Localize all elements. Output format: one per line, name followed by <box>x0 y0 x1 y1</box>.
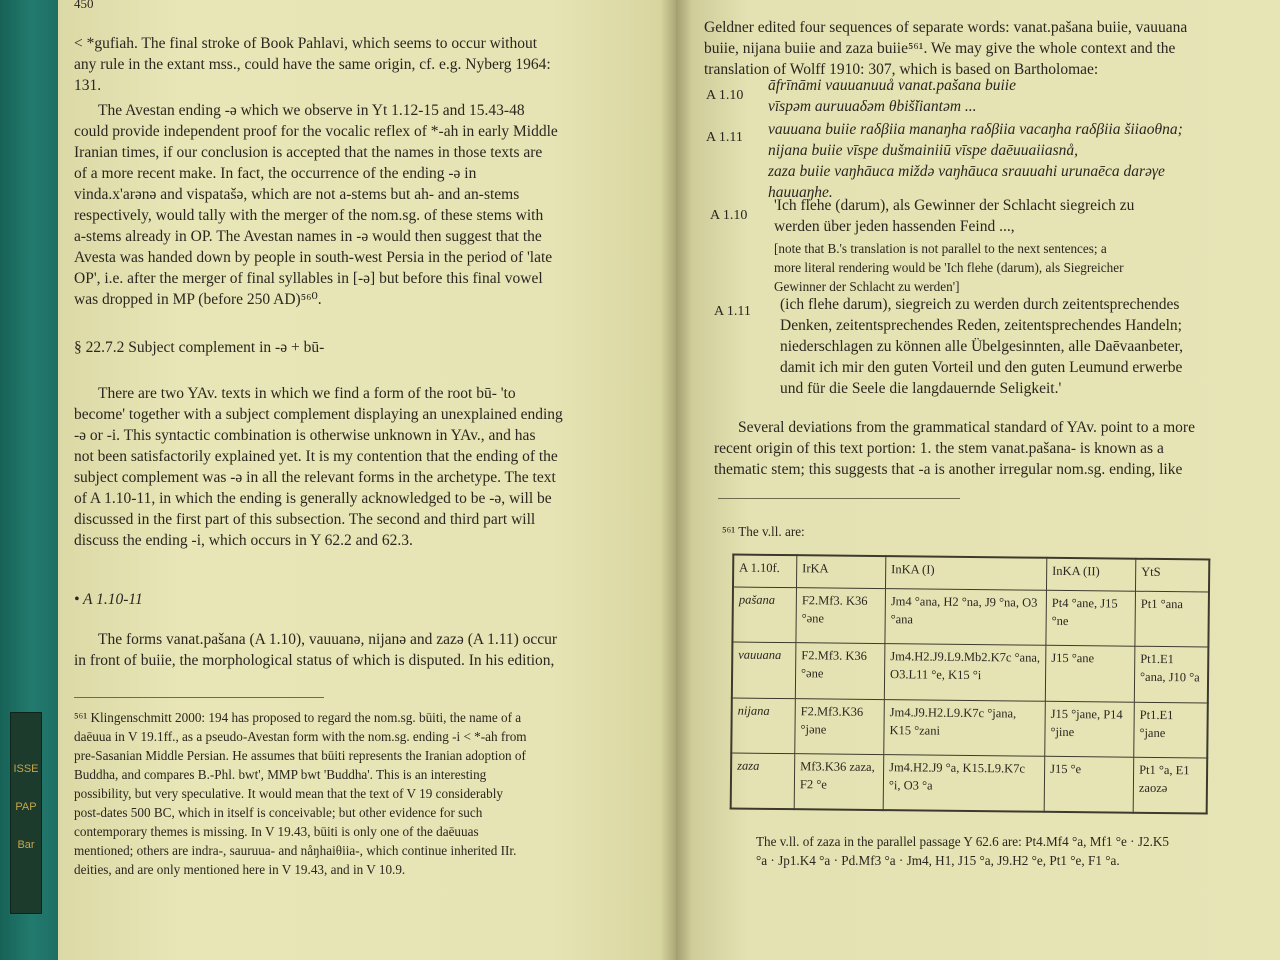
book-gutter <box>660 0 692 960</box>
passage-line: vauuana buiie raδβiia manaŋha raδβiia vacaŋha raδβiia šiiaoθna; <box>768 121 1183 138</box>
text-line: discussed in the first part of this subsection. The second and third part will <box>74 511 536 528</box>
text-line: a-stems already in OP. The Avestan names in -ə would then suggest that the <box>74 228 542 245</box>
text-line: Several deviations from the grammatical standard of YAv. point to a more <box>738 419 1195 436</box>
passage-line: niederschlagen zu können alle Übelgesinnten, alle Daēvaanbeter, <box>780 338 1184 355</box>
text-line: any rule in the extant mss., could have the same origin, cf. e.g. Nyberg 1964: <box>74 56 551 73</box>
table-cell: F2.Mf3. K36 °əne <box>795 643 885 699</box>
table-cell: vauuana <box>732 642 796 698</box>
table-row <box>731 698 1208 758</box>
spine-text-2: PAP <box>15 801 37 813</box>
table-cell: zaza <box>731 753 795 809</box>
table-cell: Jm4.H2.J9 °a, K15.L9.K7c °i, O3 °a <box>883 754 1045 812</box>
right-page <box>676 0 1280 960</box>
table-header-cell: InKA (I) <box>885 556 1046 590</box>
passage-label: A 1.10 <box>710 208 748 223</box>
table-cell: Jm4.H2.J9.L9.Mb2.K7c °ana, O3.L11 °e, K15 °i <box>884 644 1046 701</box>
passage-line: zaza buiie vaŋhāuca miždə vaŋhāuca srauuahi urunaēca darəγe <box>768 163 1165 180</box>
footnote-line: daēuua in V 19.1ff., as a pseudo-Avestan form with the nom.sg. ending -i < *-ah from <box>74 729 527 744</box>
passage-line: damit ich mir den guten Vorteil und den guten Leumund erwerbe <box>780 359 1183 376</box>
text-line: Geldner edited four sequences of separate words: vanat.pašana buiie, vauuana <box>704 19 1188 36</box>
table-cell: J15 °e <box>1044 756 1134 813</box>
text-line: was dropped in MP (before 250 AD)⁵⁶⁰. <box>74 291 322 308</box>
passage-label: A 1.10 <box>706 88 744 103</box>
footnote-line: ⁵⁶¹ Klingenschmitt 2000: 194 has proposed to regard the nom.sg. būiti, the name of a <box>74 710 522 725</box>
page-number: 450 <box>74 0 94 11</box>
table-cell: J15 °jane, P14 °jine <box>1045 701 1135 757</box>
passage-line: āfrīnāmi vauuanuuå vanat.pašana buiie <box>768 77 1016 94</box>
passage-line: Denken, zeitentsprechendes Reden, zeitentsprechendes Handeln; <box>780 317 1182 334</box>
text-line: buiie, nijana buiie and zaza buiie⁵⁶¹. We may give the whole context and the <box>704 40 1176 57</box>
table-cell: F2.Mf3. K36 °əne <box>796 588 886 644</box>
text-line: 131. <box>74 77 102 94</box>
table-cell: Pt1.E1 °jane <box>1134 702 1208 758</box>
table-cell: nijana <box>731 698 795 754</box>
table-cell: F2.Mf3.K36 °jəne <box>795 698 885 754</box>
text-line: in front of buiie, the morphological status of which is disputed. In his edition, <box>74 652 555 669</box>
text-line: The forms vanat.pašana (A 1.10), vauuanə, nijanə and zazə (A 1.11) occur <box>98 631 558 648</box>
footnote-line: deities, and are only mentioned here in V 19.43, and in V 10.9. <box>74 862 406 877</box>
footnote-line: mentioned; others are indra-, sauruua- and nåŋhaiθiia-, which continue inherited IIr. <box>74 843 517 858</box>
table-header-cell: IrKA <box>796 555 885 589</box>
table-cell: Jm4 °ana, H2 °na, J9 °na, O3 °ana <box>885 589 1047 646</box>
footnote-line: contemporary themes is missing. In V 19.43, būiti is only one of the daēuuas <box>74 824 479 839</box>
table-cell: Pt1 °ana <box>1135 591 1209 647</box>
table-cell: J15 °ane <box>1045 646 1135 702</box>
text-line: OP', i.e. after the merger of final syllables in [-ə] but before this final vowel <box>74 270 543 287</box>
text-line: There are two YAv. texts in which we find a form of the root bū- 'to <box>98 385 516 402</box>
footnote-line: The v.ll. of zaza in the parallel passage Y 62.6 are: Pt4.Mf4 °a, Mf1 °e · J2.K5 <box>756 834 1170 849</box>
text-line: thematic stem; this suggests that -a is another irregular nom.sg. ending, like <box>714 461 1183 478</box>
table-row <box>732 642 1209 702</box>
footnote-rule <box>74 697 324 698</box>
footnote-line: possibility, but very speculative. It would mean that the text of V 19 considerably <box>74 786 503 801</box>
passage-line: [note that B.'s translation is not parallel to the next sentences; a <box>774 241 1107 256</box>
spine-text-3: Bar <box>17 839 35 851</box>
text-line: -ə or -i. This syntactic combination is otherwise unknown in YAv., and has <box>74 427 536 444</box>
spine-label <box>10 712 42 914</box>
table-cell: Pt1 °a, E1 zaozə <box>1133 757 1207 814</box>
footnote-line: °a · Jp1.K4 °a · Pd.Mf3 °a · Jm4, H1, J15 °a, J9.H2 °e, Pt1 °e, F1 °a. <box>756 853 1120 868</box>
text-line: recent origin of this text portion: 1. the stem vanat.pašana- is known as a <box>714 440 1164 457</box>
spine-text-1: ISSE <box>13 763 39 775</box>
passage-line: vīspəm auruuaδəm θbiš̌iiantəm ... <box>768 98 977 115</box>
table-header-cell: A 1.10f. <box>733 555 797 588</box>
table-header-cell: YtS <box>1135 559 1209 592</box>
passage-line: hauuaŋhe. <box>768 184 833 201</box>
subsection-heading: • A 1.10-11 <box>74 591 143 608</box>
table-row <box>731 753 1208 814</box>
text-line: become' together with a subject complement displaying an unexplained ending <box>74 406 563 423</box>
passage-line: werden über jeden hassenden Feind ..., <box>774 218 1015 235</box>
footnote-rule <box>718 498 960 499</box>
footnote-line: Buddha, and compares B.-Phl. bwt', MMP bwt 'Buddha'. This is an interesting <box>74 767 487 782</box>
text-line: < *gufiah. The final stroke of Book Pahlavi, which seems to occur without <box>74 35 538 52</box>
table-header-row <box>733 555 1209 593</box>
text-line: discuss the ending -i, which occurs in Y 62.2 and 62.3. <box>74 532 413 549</box>
passage-line: more literal rendering would be 'Ich flehe (darum), als Siegreicher <box>774 260 1124 275</box>
text-line: Avesta was handed down by people in south-west Persia in the period of 'late <box>74 249 553 266</box>
table-cell: Mf3.K36 zaza, F2 °e <box>794 753 884 810</box>
text-line: of A 1.10-11, in which the ending is generally acknowledged to be -ə, will be <box>74 490 552 507</box>
text-line: could provide independent proof for the vocalic reflex of *-ah in early Middle <box>74 123 558 140</box>
passage-line: Gewinner der Schlacht zu werden'] <box>774 279 960 294</box>
passage-label: A 1.11 <box>706 130 743 145</box>
text-line: subject complement was -ə in all the relevant forms in the archetype. The text <box>74 469 556 486</box>
table-cell: Jm4.J9.H2.L9.K7c °jana, K15 °zani <box>884 699 1046 756</box>
text-line: The Avestan ending -ə which we observe in Yt 1.12-15 and 15.43-48 <box>98 102 525 119</box>
footnote-line: post-dates 500 BC, which in itself is conceivable; but other evidence for such <box>74 805 483 820</box>
text-line: of a more recent make. In fact, the occurrence of the ending -ə in <box>74 165 477 182</box>
left-page <box>58 0 676 960</box>
text-line: vinda.x'arənə and vispatašə, which are not a-stems but ah- and an-stems <box>74 186 520 203</box>
passage-line: nijana buiie vīspe dušmainiiū vīspe daēuuaiiasnå, <box>768 142 1078 159</box>
section-heading: § 22.7.2 Subject complement in -ə + bū- <box>74 339 325 356</box>
text-line: translation of Wolff 1910: 307, which is based on Bartholomae: <box>704 61 1099 78</box>
table-cell: Pt1.E1 °ana, J10 °a <box>1134 647 1208 703</box>
text-line: respectively, would tally with the merger of the nom.sg. of these stems with <box>74 207 544 224</box>
passage-line: und für die Seele die langdauernde Seligkeit.' <box>780 380 1062 397</box>
variants-table <box>730 554 1211 815</box>
table-row <box>732 587 1209 647</box>
passage-line: 'Ich flehe (darum), als Gewinner der Schlacht siegreich zu <box>774 197 1135 214</box>
table-header-cell: InKA (II) <box>1046 558 1135 592</box>
table-cell: pašana <box>732 587 796 643</box>
passage-line: (ich flehe darum), siegreich zu werden durch zeitentsprechendes <box>780 296 1180 313</box>
text-line: Iranian times, if our conclusion is accepted that the names in those texts are <box>74 144 543 161</box>
footnote-line: pre-Sasanian Middle Persian. He assumes that būiti represents the Iranian adoption of <box>74 748 526 763</box>
footnote-line: ⁵⁶¹ The v.ll. are: <box>722 524 805 539</box>
table-cell: Pt4 °ane, J15 °ne <box>1046 590 1136 646</box>
passage-label: A 1.11 <box>714 304 751 319</box>
text-line: not been satisfactorily explained yet. It is my contention that the ending of the <box>74 448 558 465</box>
